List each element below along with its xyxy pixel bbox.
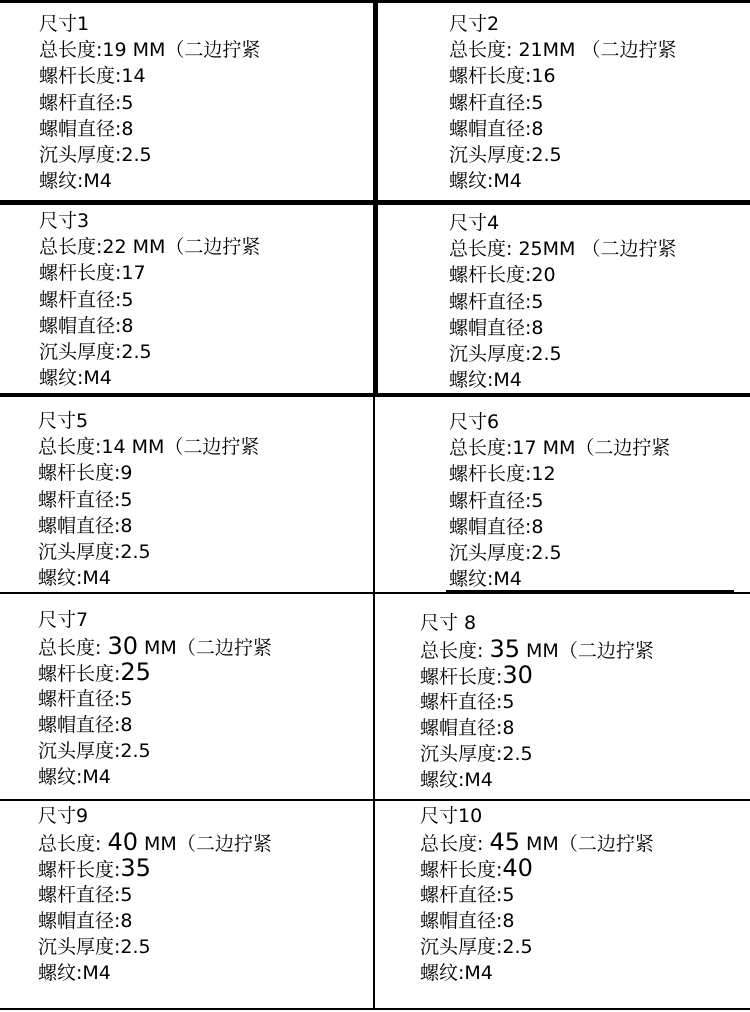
thread-value: M4 [493, 369, 522, 392]
head-diameter-row [38, 908, 272, 934]
head-diameter-label: 螺帽直径: [420, 716, 503, 739]
spec-title: 尺寸10 [420, 805, 483, 827]
total-length-value: 30 [107, 632, 138, 661]
head-diameter-value: 8 [502, 909, 515, 932]
total-length-value: 22 [102, 236, 127, 259]
countersink-thickness-label: 沉头厚度: [420, 742, 503, 765]
total-length-label: 总长度: [449, 437, 513, 460]
shank-length-row [449, 63, 676, 89]
shank-length-row [38, 460, 259, 486]
thread-label: 螺纹: [38, 766, 83, 789]
total-length-row [38, 434, 259, 460]
spec-cell-5 [38, 408, 259, 591]
shank-length-value: 20 [531, 264, 556, 287]
countersink-thickness-value: 2.5 [121, 340, 152, 363]
shank-diameter-label: 螺杆直径: [38, 883, 121, 906]
countersink-thickness-value: 2.5 [502, 742, 533, 765]
thread-label: 螺纹: [449, 568, 494, 591]
head-diameter-row [39, 313, 260, 339]
thread-value: M4 [82, 567, 111, 590]
countersink-thickness-label: 沉头厚度: [449, 541, 532, 564]
shank-length-row [38, 659, 272, 685]
countersink-thickness-row [39, 142, 260, 168]
spec-cell-3 [39, 208, 260, 391]
head-diameter-row [38, 712, 272, 738]
countersink-thickness-row [38, 539, 259, 565]
countersink-thickness-row [420, 934, 654, 960]
spec-cell-4 [449, 210, 676, 393]
thread-label: 螺纹: [449, 369, 494, 392]
spec-cell-1 [39, 11, 260, 194]
total-length-label: 总长度: [420, 833, 490, 856]
thread-label: 螺纹: [38, 962, 83, 985]
shank-diameter-label: 螺杆直径: [420, 883, 503, 906]
total-length-value: 45 [489, 828, 520, 857]
shank-diameter-label: 螺杆直径: [449, 91, 532, 114]
total-length-label: 总长度: [449, 39, 513, 62]
thread-row [38, 764, 272, 790]
total-length-unit: MM（二边拧紧 [126, 236, 261, 259]
shank-diameter-row [39, 90, 260, 116]
head-diameter-value: 8 [531, 515, 544, 538]
shank-diameter-label: 螺杆直径: [38, 687, 121, 710]
shank-diameter-value: 5 [121, 91, 134, 114]
countersink-thickness-row [38, 738, 272, 764]
countersink-thickness-row [420, 741, 654, 767]
shank-length-label: 螺杆长度: [420, 859, 503, 882]
total-length-row [38, 829, 272, 855]
total-length-label: 总长度: [39, 39, 103, 62]
thread-label: 螺纹: [449, 170, 494, 193]
shank-length-value: 35 [120, 854, 151, 883]
shank-diameter-row [38, 686, 272, 712]
total-length-row [449, 435, 670, 461]
total-length-value: 14 [101, 436, 126, 459]
shank-diameter-label: 螺杆直径: [449, 290, 532, 313]
head-diameter-row [449, 116, 676, 142]
total-length-unit: MM（二边拧紧 [138, 833, 272, 856]
thread-label: 螺纹: [39, 170, 84, 193]
total-length-label: 总长度: [38, 833, 108, 856]
shank-length-label: 螺杆长度: [38, 663, 121, 686]
countersink-thickness-value: 2.5 [121, 143, 152, 166]
shank-length-row [420, 855, 654, 881]
head-diameter-label: 螺帽直径: [38, 514, 121, 537]
thread-row [39, 168, 260, 194]
spec-title: 尺寸3 [39, 210, 90, 232]
total-length-unit: MM（二边拧紧 [126, 39, 261, 62]
spec-title: 尺寸2 [449, 13, 500, 35]
head-diameter-value: 8 [502, 716, 515, 739]
head-diameter-row [449, 514, 670, 540]
shank-length-value: 25 [120, 658, 151, 687]
shank-length-label: 螺杆长度: [449, 463, 532, 486]
head-diameter-row [449, 315, 676, 341]
bottom-border [0, 1008, 750, 1010]
thread-label: 螺纹: [39, 367, 84, 390]
shank-diameter-label: 螺杆直径: [39, 91, 122, 114]
thread-value: M4 [82, 962, 111, 985]
total-length-label: 总长度: [420, 640, 490, 663]
head-diameter-row [420, 715, 654, 741]
countersink-thickness-value: 2.5 [531, 143, 562, 166]
spec-title: 尺寸4 [449, 212, 500, 234]
countersink-thickness-value: 2.5 [120, 540, 151, 563]
total-length-row [449, 37, 676, 63]
spec-title: 尺寸7 [38, 609, 89, 631]
shank-length-value: 40 [502, 854, 533, 883]
thread-row [38, 960, 272, 986]
head-diameter-value: 8 [120, 514, 133, 537]
shank-length-row [39, 260, 260, 286]
shank-diameter-row [449, 289, 676, 315]
shank-length-label: 螺杆长度: [39, 65, 122, 88]
shank-diameter-value: 5 [121, 288, 134, 311]
total-length-row [420, 636, 654, 662]
spec-title: 尺寸6 [449, 411, 500, 433]
head-diameter-label: 螺帽直径: [38, 909, 121, 932]
shank-length-row [38, 855, 272, 881]
spec-cell-6 [449, 409, 670, 592]
countersink-thickness-row [39, 339, 260, 365]
shank-diameter-value: 5 [120, 883, 133, 906]
shank-length-row [449, 262, 676, 288]
total-length-unit: MM（二边拧紧 [520, 833, 654, 856]
thread-value: M4 [464, 769, 493, 792]
shank-diameter-label: 螺杆直径: [449, 489, 532, 512]
head-diameter-value: 8 [120, 713, 133, 736]
head-diameter-label: 螺帽直径: [38, 713, 121, 736]
shank-diameter-row [449, 488, 670, 514]
countersink-thickness-row [38, 934, 272, 960]
thread-value: M4 [82, 766, 111, 789]
thread-value: M4 [493, 568, 522, 591]
thread-row [38, 565, 259, 591]
total-length-value: 35 [489, 635, 520, 664]
countersink-thickness-row [449, 142, 676, 168]
total-length-value: 40 [107, 828, 138, 857]
spec-cell-2 [449, 11, 676, 194]
countersink-thickness-label: 沉头厚度: [449, 342, 532, 365]
countersink-thickness-value: 2.5 [120, 935, 151, 958]
head-diameter-label: 螺帽直径: [39, 117, 122, 140]
total-length-unit: MM（二边拧紧 [520, 640, 654, 663]
shank-diameter-value: 5 [531, 489, 544, 512]
head-diameter-row [420, 908, 654, 934]
head-diameter-value: 8 [121, 314, 134, 337]
spec-cell-9 [38, 803, 272, 986]
vertical-divider-thick [373, 0, 378, 396]
shank-length-value: 17 [121, 262, 146, 285]
shank-diameter-label: 螺杆直径: [420, 690, 503, 713]
shank-diameter-value: 5 [531, 91, 544, 114]
countersink-thickness-label: 沉头厚度: [449, 143, 532, 166]
shank-length-value: 12 [531, 463, 556, 486]
shank-length-value: 30 [502, 661, 533, 690]
head-diameter-row [39, 116, 260, 142]
shank-length-label: 螺杆长度: [420, 666, 503, 689]
head-diameter-label: 螺帽直径: [449, 316, 532, 339]
thread-row [449, 168, 676, 194]
total-length-row [39, 37, 260, 63]
total-length-value: 17 [512, 437, 537, 460]
countersink-thickness-label: 沉头厚度: [38, 739, 121, 762]
head-diameter-label: 螺帽直径: [420, 909, 503, 932]
head-diameter-label: 螺帽直径: [449, 515, 532, 538]
shank-length-label: 螺杆长度: [449, 65, 532, 88]
total-length-label: 总长度: [38, 637, 108, 660]
head-diameter-row [38, 513, 259, 539]
row-divider-2 [0, 393, 750, 397]
thread-value: M4 [83, 170, 112, 193]
total-length-row [38, 633, 272, 659]
head-diameter-label: 螺帽直径: [39, 314, 122, 337]
shank-length-value: 16 [531, 65, 556, 88]
shank-diameter-value: 5 [502, 883, 515, 906]
spec-cell-8 [420, 610, 654, 793]
countersink-thickness-row [449, 540, 670, 566]
countersink-thickness-label: 沉头厚度: [39, 143, 122, 166]
thread-value: M4 [464, 962, 493, 985]
total-length-row [449, 236, 676, 262]
shank-diameter-label: 螺杆直径: [39, 288, 122, 311]
shank-length-label: 螺杆长度: [38, 859, 121, 882]
countersink-thickness-label: 沉头厚度: [38, 540, 121, 563]
spec-cell-7 [38, 607, 272, 790]
countersink-thickness-label: 沉头厚度: [420, 935, 503, 958]
head-diameter-value: 8 [121, 117, 134, 140]
shank-diameter-value: 5 [502, 690, 515, 713]
thread-label: 螺纹: [420, 962, 465, 985]
thread-value: M4 [493, 170, 522, 193]
total-length-value: 25MM [512, 238, 576, 261]
shank-diameter-row [420, 882, 654, 908]
row-divider-4 [0, 799, 750, 801]
total-length-row [39, 234, 260, 260]
vertical-divider-thin [373, 396, 375, 1010]
total-length-value: 19 [102, 39, 127, 62]
shank-diameter-label: 螺杆直径: [38, 488, 121, 511]
total-length-label: 总长度: [39, 236, 103, 259]
thread-row [449, 367, 676, 393]
thread-row [420, 960, 654, 986]
countersink-thickness-value: 2.5 [531, 342, 562, 365]
shank-length-value: 9 [120, 462, 133, 485]
thread-row [39, 365, 260, 391]
thread-label: 螺纹: [38, 567, 83, 590]
countersink-thickness-value: 2.5 [502, 935, 533, 958]
shank-diameter-value: 5 [120, 488, 133, 511]
thread-value: M4 [83, 367, 112, 390]
total-length-value: 21MM [512, 39, 576, 62]
head-diameter-value: 8 [531, 316, 544, 339]
total-length-unit: MM（二边拧紧 [536, 437, 671, 460]
countersink-thickness-value: 2.5 [120, 739, 151, 762]
shank-diameter-row [38, 882, 272, 908]
shank-diameter-value: 5 [120, 687, 133, 710]
countersink-thickness-label: 沉头厚度: [38, 935, 121, 958]
total-length-row [420, 829, 654, 855]
countersink-thickness-label: 沉头厚度: [39, 340, 122, 363]
total-length-unit: MM（二边拧紧 [125, 436, 260, 459]
shank-length-label: 螺杆长度: [39, 262, 122, 285]
spec-cell-10 [420, 803, 654, 986]
head-diameter-value: 8 [531, 117, 544, 140]
spec-title: 尺寸9 [38, 805, 89, 827]
countersink-thickness-value: 2.5 [531, 541, 562, 564]
shank-length-label: 螺杆长度: [449, 264, 532, 287]
thread-label: 螺纹: [420, 769, 465, 792]
total-length-label: 总长度: [449, 238, 513, 261]
spec-title: 尺寸5 [38, 410, 89, 432]
thread-row [449, 566, 670, 592]
shank-diameter-row [39, 287, 260, 313]
head-diameter-label: 螺帽直径: [449, 117, 532, 140]
shank-length-label: 螺杆长度: [38, 462, 121, 485]
total-length-unit: MM（二边拧紧 [138, 637, 272, 660]
head-diameter-value: 8 [120, 909, 133, 932]
total-length-unit: （二边拧紧 [575, 238, 677, 261]
row-divider-1 [0, 200, 750, 205]
shank-length-row [39, 63, 260, 89]
shank-diameter-row [38, 487, 259, 513]
spec-title: 尺寸 8 [420, 612, 477, 634]
shank-length-row [449, 461, 670, 487]
shank-diameter-row [449, 90, 676, 116]
shank-diameter-row [420, 689, 654, 715]
shank-diameter-value: 5 [531, 290, 544, 313]
total-length-label: 总长度: [38, 436, 102, 459]
shank-length-row [420, 662, 654, 688]
thread-row [420, 767, 654, 793]
total-length-unit: （二边拧紧 [575, 39, 677, 62]
spec-title: 尺寸1 [39, 13, 90, 35]
countersink-thickness-row [449, 341, 676, 367]
shank-length-value: 14 [121, 65, 146, 88]
